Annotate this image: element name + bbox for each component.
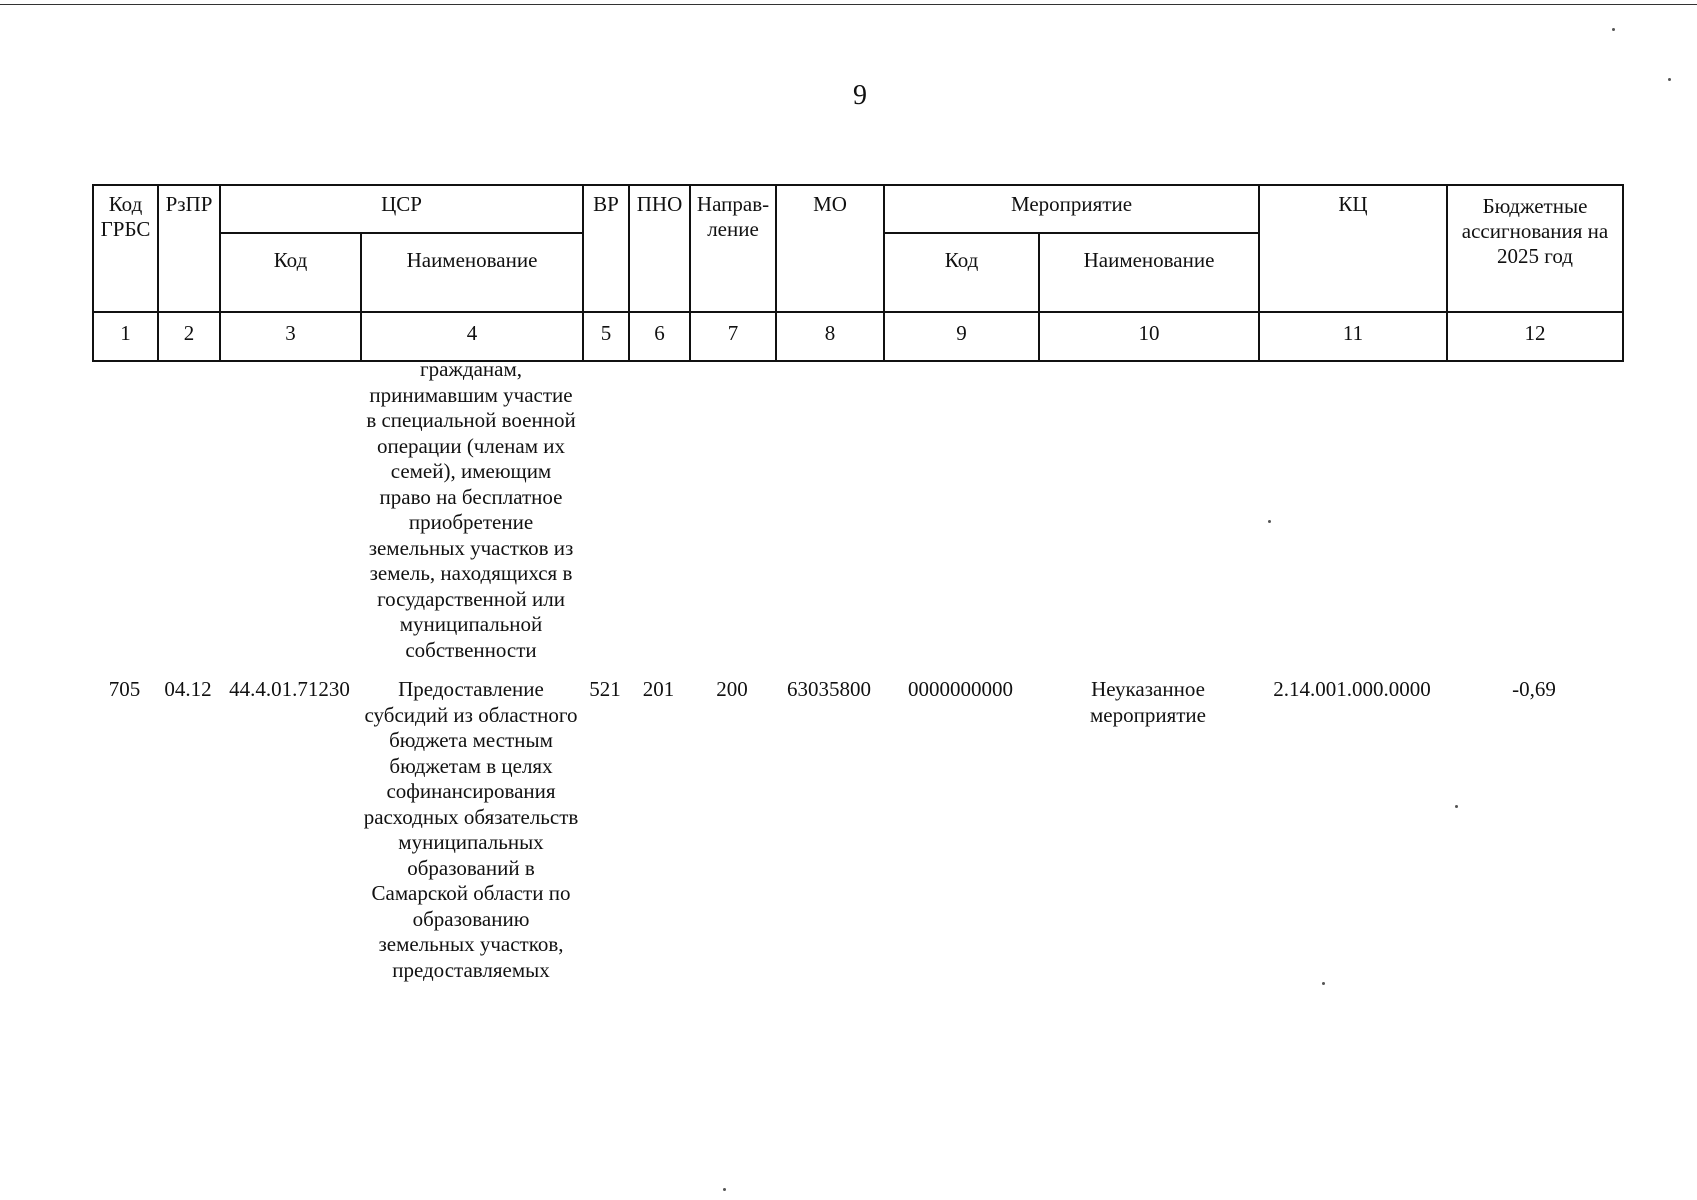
- cell-napravlenie: [689, 357, 775, 677]
- cell-kc: 2.14.001.000.0000: [1273, 677, 1431, 701]
- cell-mo: 63035800: [787, 677, 871, 701]
- header-rzpr: РзПР: [158, 185, 220, 312]
- cell-kod-grbs: 705: [108, 677, 141, 701]
- cell-csr-name: Предоставление субсидий из областного бюджета местным бюджетам в целях софинансирования расходных обязательств муниципальных образований в Самарской области по образованию земельных участков, предоставляемых: [363, 677, 579, 982]
- cell-csr-name: гражданам, принимавшим участие в специальной военной операции (членам их семей), имеющим право на бесплатное приобретение земельных участков из земель, находящихся в государственной или муниципальной собственности: [366, 357, 576, 662]
- header-vr: ВР: [583, 185, 629, 312]
- cell-vr: [582, 357, 628, 677]
- header-csr: ЦСР: [220, 185, 583, 233]
- top-rule: [0, 4, 1697, 5]
- cell-csr-kod: 44.4.01.71230: [229, 677, 350, 701]
- cell-pno: [628, 357, 689, 677]
- header-kc: КЦ: [1259, 185, 1447, 312]
- header-mo: МО: [776, 185, 884, 312]
- page-number: 9: [853, 80, 867, 111]
- header-assignments: Бюджетные ассигнования на 2025 год: [1447, 185, 1623, 312]
- header-pno: ПНО: [629, 185, 690, 312]
- header-csr-name: Наименование: [361, 233, 583, 312]
- table-row: [92, 357, 1622, 677]
- scan-speck: [1268, 520, 1271, 523]
- cell-kod-grbs: [92, 357, 157, 677]
- column-number: 9: [884, 312, 1039, 361]
- cell-csr-kod: [219, 357, 360, 677]
- header-csr-kod: Код: [220, 233, 361, 312]
- column-number: 5: [583, 312, 629, 361]
- cell-mo: [775, 357, 883, 677]
- cell-vr: 521: [589, 677, 621, 701]
- scan-speck: [1455, 805, 1458, 808]
- column-number: 7: [690, 312, 776, 361]
- column-number: 2: [158, 312, 220, 361]
- header-napravlenie: Направ-ление: [690, 185, 776, 312]
- column-number: 12: [1447, 312, 1623, 361]
- cell-pno: 201: [642, 677, 675, 701]
- cell-rzpr: 04.12: [164, 677, 212, 701]
- column-number: 10: [1039, 312, 1259, 361]
- table-header: [92, 184, 1624, 362]
- column-number: 6: [629, 312, 690, 361]
- cell-kc: [1258, 357, 1446, 677]
- header-mer-name: Наименование: [1039, 233, 1259, 312]
- cell-napravlenie: 200: [716, 677, 748, 701]
- table-row: [92, 677, 1622, 983]
- column-number: 3: [220, 312, 361, 361]
- cell-rzpr: [157, 357, 219, 677]
- column-number: 4: [361, 312, 583, 361]
- cell-mer-kod: 0000000000: [908, 677, 1013, 701]
- header-kod-grbs: Код ГРБС: [93, 185, 158, 312]
- scan-speck: [1668, 78, 1671, 81]
- header-mer-kod: Код: [884, 233, 1039, 312]
- cell-assignments: -0,69: [1512, 677, 1556, 701]
- scan-speck: [1612, 28, 1615, 31]
- header-meropriyatie: Мероприятие: [884, 185, 1259, 233]
- table-body: [92, 357, 1622, 983]
- cell-mer-kod: [883, 357, 1038, 677]
- cell-assignments: [1446, 357, 1622, 677]
- cell-mer-name: Неуказанное мероприятие: [1090, 677, 1206, 727]
- column-number: 8: [776, 312, 884, 361]
- column-number: 1: [93, 312, 158, 361]
- scan-speck: [723, 1188, 726, 1191]
- column-number: 11: [1259, 312, 1447, 361]
- cell-mer-name: [1038, 357, 1258, 677]
- scan-speck: [1322, 982, 1325, 985]
